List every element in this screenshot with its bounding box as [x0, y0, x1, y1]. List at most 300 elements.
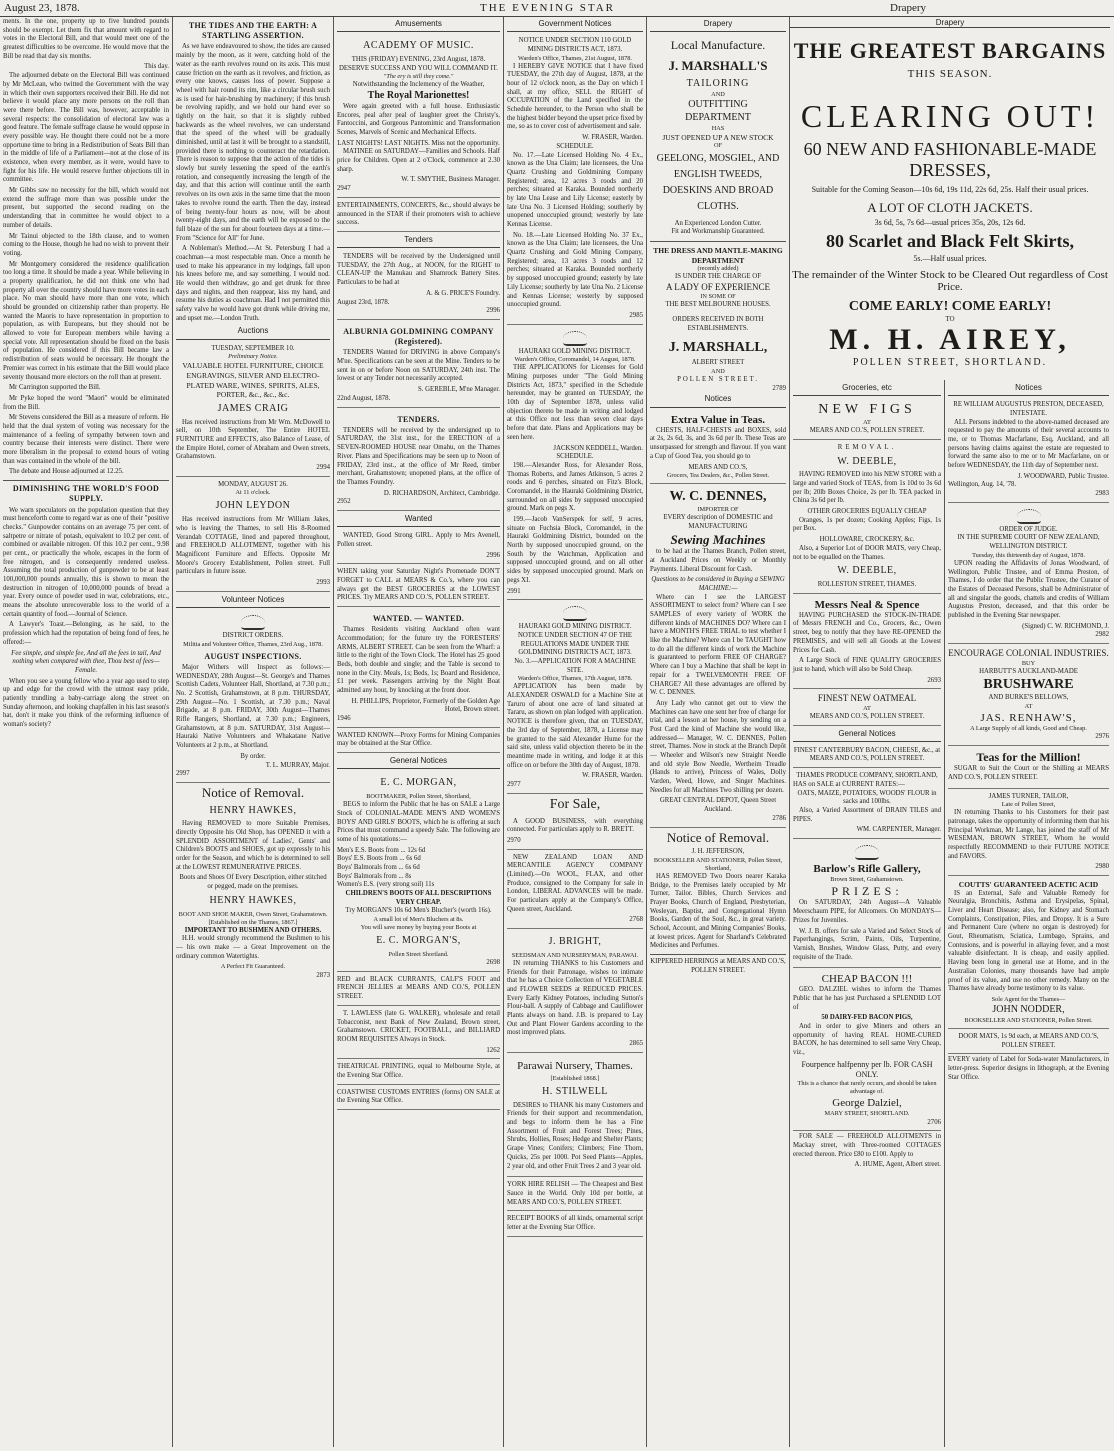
tender-signature: D. RICHARDSON, Architect, Cambridge. [383, 489, 500, 497]
verse: Fee simple, and simple fee, And all the fees in tail, And nothing when compared with thee, Thou best of fees—Female. [11, 649, 161, 674]
ad-body: IS an External, Safe and Valuable Remedy for Neuralgia, Bronchitis, Asthma and Erysipelas, Spinal, Liver and Heart Disease; also, for Kidney and Stomach Complaints, Constipation, Piles, and Dropsy. It is a Sure and Permanent Cure (where no organ is destroyed) for Gout, Rheumatism, Sciatica, Lumbago, Sprains, and Contusions, and is powerful in allaying fever, and a most valuable disinfectant. It is cheap, and easily applied. Having been long in general use at Home, and in the Australian Colonies, many thousands have had ample proof of its value, and use no other remedy. Many on the Thames have already borne testimony to its value. [948, 889, 1109, 993]
auction-subtitle: Preliminary Notice. [228, 353, 278, 361]
advertiser-address: Brown Street, Grahamstown. [830, 876, 904, 884]
marshall-local: Local Manufacture. [670, 38, 766, 53]
wanted-body: WANTED, Good Strong GIRL. Apply to Mrs Avenell, Pollen street. [337, 532, 500, 548]
section-heading-groceries: Groceries, etc [793, 382, 941, 396]
banner-detail: Suitable for the Coming Season—10s 6d, 19s 11d, 22s 6d, 25s. Half their usual prices. [811, 185, 1089, 194]
section-heading-general: General Notices [793, 728, 941, 742]
marshall-line: (recently added) [697, 265, 739, 273]
entertainment-notice: ENTERTAINMENTS, CONCERTS, &c., should always be announced in the STAR if their promoters wish to achieve success. [337, 200, 500, 232]
ad-headline: NEW FIGS [818, 402, 916, 418]
notice-body: THE APPLICATIONS for Licenses for Gold Mining purposes under "The Gold Mining Districts Act, 1873," specified in the Schedule hereunder, may be granted on TUESDAY, the 10th day of September 1878, unless valid objection thereto be made in writing and lodged at this Office not less than seven clear days before that date. Plans and Applications may be seen here. [507, 364, 643, 441]
labels-ad: EVERY variety of Label for Soda-water Manufacturers, in letter-press. Superior designs in lithograph, at the Evening Star Office. [948, 1056, 1109, 1081]
notice-signature: W. FRASER, Warden. [582, 134, 643, 142]
ad-headline: BRUSHWARE [983, 677, 1074, 693]
notice-subtitle: IN THE SUPREME COURT OF NEW ZEALAND, WELLINGTON DISTRICT. [957, 534, 1100, 551]
teas-ad [650, 411, 786, 485]
marshall-line: GEELONG, MOSGIEL, AND [656, 153, 780, 165]
marshall-line: AND [711, 91, 725, 99]
article-paragraph: Mr Montgomery considered the residence qualification too long a time. It should be made a year. While believing in a property qualification, he did not think one who had property all over the country should have more votes in each place. No man should have more than one vote, which should be grounded on citizenship rather than property. He wanted the Maoris to have representation in proportion to population, as with Europeans, but they should not be allowed to vote for European members while having a special vote. All representation should be fixed on the basis of population. He considered if this Bill became law a redistribution of seats would be necessary. He thought the Premier was correct in his estimate that the Bill would place seventy thousand more electors on the roll than at present. [3, 260, 169, 381]
freehold-ad [793, 1133, 941, 1170]
crest-icon [855, 845, 879, 860]
article-paragraph: A Nobleman's Method.—At St. Petersburg I had a coachman—a most respectable man. Once a month he used to make his appearance in my lodgings, fall upon his knees before me, and say something. I would nod. He would then withdraw, go and get drunk for three days and nights, and then reappear, kiss my hand, and resume his duties as coachman. Had I not permitted this safety valve he would have got drunk while driving me, and upset me.—London Truth. [176, 245, 330, 322]
notice-title: NOTICE UNDER SECTION 110 GOLD MINING DISTRICTS ACT, 1873. [518, 37, 632, 53]
ad-body: FOR SALE — FREEHOLD ALLOTMENTS in Mackay street, with Three-roomed COTTAGES erected thereon. Price £80 to £100. Apply to [793, 1133, 941, 1158]
advertiser-name: THAMES PRODUCE COMPANY, SHORTLAND, [796, 772, 938, 780]
advertiser-name: Messrs Neal & Spence [814, 598, 920, 611]
ad-body: H.H. would strongly recommend the Bushmen to his — his own make — a Great Improvement on the ordinary common Watertights. [176, 935, 330, 960]
marshall-line: DOESKINS AND BROAD [662, 184, 774, 196]
morgan-ad [337, 772, 500, 971]
ad-body: HARBUTT'S AUCKLAND-MADE [979, 667, 1078, 675]
schedule-entry: 198.—Alexander Ross, for Alexander Ross, Thomas Roberts, and James Atkinson, 5 acres 2 roods and 6 perches, situated on Fitz's Block, Coromandel, in the Hauraki Goldmining District, surrounded on all sides by supposed unoccupied ground. Mark on pegs X. [507, 461, 643, 513]
advertiser-address: Pollen Street Shortland. [388, 951, 449, 959]
column-notices [945, 382, 1112, 1447]
quote: "The ery is still they come." [383, 73, 454, 81]
advertiser-name: Barlow's Rifle Gallery, [813, 862, 921, 875]
sale-ad [507, 816, 643, 850]
ad-body: Also, a Superior Lot of DOOR MATS, very Cheap, not to be equalled on the Thames. [793, 544, 941, 561]
ad-number: 2698 [486, 959, 500, 967]
wanted-body: Thames Residents visiting Auckland often want Accommodation; for the future try the FORESTERS' ARMS, ALBERT STREET. Can be seen from the Wharf: a little to the right of the Town Clock. The Hotel has 25 good Beds, both double and single; and the Table is second to none in the City. Meals, 1s; Beds, 1s; Board and Residence, £1 per week. Passengers arriving by the Night Boat admitted any hour, by knocking at the front door. [337, 626, 500, 695]
auction-body: Has received instructions from Mr Wm. McDowell to sell, on 10th September, The Entire HOTEL FURNITURE and EFFECTS, also Balance of Lease, of the Empire Hotel, corner of Abraham and Owen streets, Grahamstown. [176, 418, 330, 461]
advertiser-name: JAS. RENHAW'S, [980, 711, 1077, 724]
article-paragraph: Mr Carrington supported the Bill. [9, 384, 101, 392]
section-heading-wanted: Wanted [337, 513, 500, 527]
ad-subhead: HOLLOWARE, CROCKERY, &c. [819, 536, 915, 544]
rifle-gallery-ad [793, 841, 941, 968]
marshall-line: ENGLISH TWEEDS, [673, 169, 763, 181]
banner-line: COME EARLY! COME EARLY! [848, 299, 1052, 314]
banner-line: 60 NEW AND FASHIONABLE-MADE DRESSES, [803, 139, 1097, 180]
ad-callout: Try MORGAN'S 10s 6d Men's Blucher's (worth 16s). [345, 907, 492, 915]
ad-body: MATINEE on SATURDAY—Families and Schools. Half price for Children. Open at 2 o'Clock, commence at 2.30 sharp. [337, 148, 500, 173]
ad-number: 2991 [507, 587, 521, 595]
advertiser-name: J. H. JEFFERSON, [691, 848, 745, 856]
ad-callout: LAST NIGHTS! LAST NIGHTS. Miss not the opportunity. [337, 139, 500, 147]
advertiser-trade: Grocers, Tea Dealers, &c., Pollen Street. [666, 472, 770, 480]
article-paragraph: The adjourned debate on the Electoral Bill was continued by Mr McLean, who twitted the Government with the way in which their own supporters received their Bill. He did not believe it would place any more persons on the roll than were there before. The Bill was, however, acceptable in several respects: the consolidation of electoral law was a good feature. The female suffrage clause he would oppose in every possible way. He thought there could not be a more opportune time to bring in a Redistribution of Seats Bill than in the middle of life of a Parliament—not at the close of its existence, when every member, as it were, would have to fight for his life. He would reserve further objections till in committee. [3, 72, 169, 184]
ad-number: 1262 [486, 1046, 500, 1054]
ad-number: 2786 [772, 814, 786, 822]
section-heading-government: Government Notices [507, 18, 643, 32]
turner-ad [948, 791, 1109, 877]
article-paragraph: Mr Stevens considered the Bill as a measure of reform. He held that the dual system of voting was necessary for the maintenance of a feeling of sympathy between town and country because their interests were distinct. There were more liberalism in the proposal to extend hours of voting than was contained in the whole of the bill. [3, 414, 169, 465]
column-tides-auctions [173, 18, 333, 1447]
deeble-ad [793, 442, 941, 594]
ad-subhead: Questions to be considered in Buying a SEWING MACHINE:— [651, 576, 785, 592]
notice-title: HAURAKI GOLD MINING DISTRICT. [518, 623, 632, 631]
ad-body: to be had at the Thames Branch, Pollen street, at Auckland Prices on Weekly or Monthly Payments. Liberal Discount for Cash. [650, 548, 786, 573]
article-paragraph: Mr Tainui objected to the 18th clause, and to women coming to the House, though he had no wish to prevent their voting. [3, 232, 169, 257]
wanted-ad: WHEN taking your Saturday Night's Promenade DON'T FORGET to CALL at MEARS & Co.'s, where you can always get the BEST GROCERIES at the LOWEST PRICES. Try MEARS AND CO.'S, POLLEN STREET. [337, 566, 500, 607]
jefferson-ad [650, 848, 786, 951]
ad-number: 2997 [176, 770, 190, 778]
ad-body: HAS on SALE at CURRENT RATES:— [793, 780, 905, 788]
ad-body: DESIRES to THANK his many Customers and Friends for their support and recommendation, and begs to inform them he has a Fine Assortment of Fruit and Forest Trees; Pines, Shrubs, Hollies, Roses; Hedge and Shelter Plants; Grape Vines; Conifers; Climbers; Fine Thorn, Quicks, 25s per 1000. Pot Seed Plants—Apples, 2 year old, and other Fruit Trees 2 and 3 year old. [507, 1101, 643, 1170]
ad-headline: Extra Value in Teas. [670, 413, 766, 426]
banner-detail: 3s 6d, 5s, 7s 6d—usual prices 35s, 20s, 12s 6d. [874, 218, 1026, 227]
volunteer-notice [176, 611, 330, 783]
banner-line: A LOT OF CLOTH JACKETS. [867, 200, 1033, 215]
marshall-line: IS UNDER THE CHARGE OF [675, 273, 761, 281]
ad-body: HAS REMOVED Two Doors nearer Karaka Bridge, to the Premises lately occupied by Mr Turner, Tailor. Bibles, Church Services and Prayer Books, Church of England, Presbyterian, Wesleyan, Baptist, and Congregational Hymn Books, Garden of the Soul, &c., in great variety. School, Account, and Mining Companies' Books, at lowest prices. Agent for Sharland's Celebrated Medicines and Perfumes. [650, 872, 786, 950]
section-heading-drapery: Drapery [650, 18, 786, 32]
banner-title: THE GREATEST BARGAINS [793, 38, 1107, 63]
notice-body: Major Withers will Inspect as follows:—WEDNESDAY, 28th August—St. George's and Thames Scottish Cadets, Volunteer Hall, Shortland, at 7.30 p.m.; No. 2 Scottish, Grahamstown, at 8 p.m. THURSDAY, 29th August—No. 1 Scottish, at 7.30 p.m.; Naval Brigade, at 8 p.m. FRIDAY, 30th August—Thames Rifle Rangers, Shortland, at 7.30 p.m.; Engineers, Grahamstown, at 8 p.m. SATURDAY, 31st August—Hauraki Native Volunteers and Whakatane Native Volunteers at 2 p.m., at Shortland. [176, 663, 330, 750]
notice-subtitle: NOTICE UNDER SECTION 47 OF THE REGULATIONS MADE UNDER THE GOLDMINING DISTRICTS ACT, 1873. [517, 631, 633, 657]
notice-signature: JACKSON KEDDELL, Warden. [553, 444, 643, 452]
column-groceries [790, 382, 944, 1447]
advertiser-address: GREAT CENTRAL DEPOT, Queen Street Auckland. [659, 797, 777, 814]
notice-office: Warden's Office, Thames, 21st August, 1878. [518, 54, 632, 62]
bacon-ad: FINEST CANTERBURY BACON, CHEESE, &c., at MEARS AND CO.'S, POLLEN STREET. [793, 745, 941, 768]
auctioneer-name: JAMES CRAIG [217, 402, 289, 414]
wanted-signature: H. PHILLIPS, Proprietor, Formerly of the Golden Age Hotel, Brown street. [351, 697, 500, 714]
article-paragraph: Mr Gibbs saw no necessity for the bill, which would not extend the suffrage more than was possible under the present, but supported the second reading on the understanding that in committee he would object to a number of details. [3, 187, 169, 229]
article-paragraph: The debate and House adjourned at 12.25. [9, 468, 124, 476]
marshall-line: CLOTHS. [697, 200, 739, 212]
ad-body: HAVING PURCHASED the STOCK-IN-TRADE of Messrs FRENCH and Co., Grocers, &c., Owen street, beg to notify that they have RE-OPENED the PREMISES, and will sell all Goods at the Lowest Prices for Cash. [793, 611, 941, 654]
article-paragraph: When you see a young fellow who a year ago used to step up and edge for the crowd with the utmost easy pride, patiently trundling a baby-carriage along the street on Sunday afternoon, and looking chapfallen in his last season's hat, don't it make you think of the reforming influence of woman's society? [3, 677, 169, 729]
tender-date: August 23rd, 1878. [337, 298, 390, 306]
ad-body: Were again greeted with a full house. Enthusiastic Encores, peal after peal of laughter greet the Christy's, Fantoccini, and Gorgeous Pantomimic and Transformation Scenes, Marvels of Scenic and Mechanical Effects. [337, 102, 500, 136]
banner-headline: CLEARING OUT! [800, 98, 1100, 134]
ad-body: EVERY description of DOMESTIC and MANUFACTURING [663, 514, 773, 530]
article-headline: DIMINISHING THE WORLD'S FOOD SUPPLY. [12, 484, 160, 504]
article-paragraph: ments. In the one, property up to five hundred pounds should be exempt. Let them fix that amount with regard to votes in the Electoral Bill, and that would meet one of the greatest difficulties to be overcome. He would move that the Bill be read that day six months. [3, 18, 169, 60]
marshall-line: ORDERS RECEIVED IN BOTH [672, 316, 764, 324]
ad-number: 2996 [486, 551, 500, 559]
ad-body: You will save money by buying your Boots at [360, 924, 477, 932]
wanted-ad [337, 609, 500, 728]
section-heading-general: General Notices [337, 755, 500, 769]
schedule-heading: SCHEDULE. [556, 453, 594, 461]
figs-ad [793, 399, 941, 440]
section-heading-tenders: Tenders [337, 234, 500, 248]
advertiser-name: MEARS AND CO.'S, POLLEN STREET. [809, 712, 925, 720]
acetic-acid-ad [948, 878, 1109, 1029]
marshall-line: THE DRESS AND MANTLE-MAKING DEPARTMENT [653, 245, 783, 265]
court-order [948, 505, 1109, 644]
ad-number: 2996 [486, 307, 500, 315]
tender-body: TENDERS will be received by the Undersigned until TUESDAY, the 27th Aug., at NOON, for the RIGHT to CLEAN-UP the Manukau and Shamrock Battery Sites. Particulars to be had at [337, 253, 500, 287]
relish-ad: YORK HIRE RELISH — The Cheapest and Best Sauce in the World. Only 10d per bottle, at MEARS AND CO.'S, POLLEN STREET. [507, 1179, 643, 1211]
ad-body: HAVING REMOVED into his NEW STORE with a large and varied Stock of TEAS, from 1s 10d to 3s 6d per lb; 20lb Boxes Choice, 2s per lb. TEA packed in China 3s 6d per lb. [793, 471, 941, 505]
tender-signature: S. GEREBLE, M'ne Manager. [417, 386, 500, 394]
price-line: Boys' Balmorals from ... 6s 6d [337, 864, 420, 872]
advertiser-name: MEARS AND CO.'S, POLLEN STREET. [809, 427, 925, 435]
marshall-name: J. MARSHALL, [668, 340, 768, 356]
ad-headline: PRIZES: [831, 884, 903, 899]
ad-body: Sole Agent for the Thames— [991, 995, 1066, 1003]
auction-time: At 11 o'clock. [235, 489, 271, 497]
tender-body: TENDERS Wanted for DRIVING in above Company's M'ne. Specifications can be seen at the Mine. Tenders to be sent in on or before Noon on SATURDAY, 24th inst. The lowest or any Tender not necessarily accepted. [337, 349, 500, 383]
wanted-title: WANTED. — WANTED. [372, 613, 465, 623]
ad-body: Also, a Varied Assortment of DRAIN TILES and PIPES. [793, 806, 941, 823]
advertiser-name: HENRY HAWKES, [209, 894, 297, 906]
for-sale-heading: For Sale, [549, 796, 601, 812]
marshall-line: OUTFITTING [688, 99, 748, 111]
column-amusements [334, 18, 503, 1447]
advertiser-name: HENRY HAWKES, [209, 804, 297, 816]
marshall-line: OF [713, 142, 723, 150]
notice-date: Wellington, Aug. 14, '78. [948, 481, 1017, 489]
venue-title: ACADEMY OF MUSIC. [363, 40, 474, 52]
lawless-ad [337, 1008, 500, 1059]
tender-date: 22nd August, 1878. [337, 394, 391, 402]
brushware-ad [948, 646, 1109, 746]
ad-body: Notwithstanding the Inclemency of the Weather, [352, 81, 485, 89]
ad-number: 2994 [316, 464, 330, 472]
ad-body: Any Lady who cannot get out to view the Machines can have one sent her free of charge for trial, and a lesson at her house, by sending on a Post Card the kind of Machine she would like, addressed— Manager, W. C. DENNES, Pollen street, Thames. Now in stock at the Branch Depôt— Wheeler and Wilson's new Straight Needle and old style Bow Needle, Wertheim Treadle (Hands to arrive), Princess of Wales, Dolly Varden, Weed, Howe, and Singer Machines. Needles for all Machines Two shilling per dozen. [650, 699, 786, 794]
ad-body: Oranges, 1s per dozen; Cooking Apples; Figs, 1s per Box. [793, 516, 941, 533]
ad-body: AT [863, 419, 871, 427]
advertiser-trade: BOOTMAKER, Pollen Street, Shortland, [366, 793, 471, 801]
notice-headline: AUGUST INSPECTIONS. [204, 651, 302, 661]
article-paragraph: A Lawyer's Toast.—Belonging, as he said, to the profession which had the reputation of being fond of fees, he offered:— [3, 621, 169, 646]
ad-subhead: OTHER GROCERIES EQUALLY CHEAP [807, 508, 927, 516]
estate-notice [948, 399, 1109, 503]
marshall-line: POLLEN STREET. [677, 376, 759, 384]
advertiser-name: George Dalziel, [832, 1097, 902, 1110]
tender-notice [337, 410, 500, 511]
airey-banner-ad [790, 32, 1110, 372]
ad-signature: WM. CARPENTER, Manager. [856, 826, 941, 834]
ad-body: SUGAR to Suit the Court or the Shilling at MEARS AND CO.'S, POLLEN STREET. [948, 765, 1109, 781]
ad-body: This is a chance that rarely occurs, and should be taken advantage of. [797, 1080, 937, 1096]
tender-notice [337, 322, 500, 408]
ad-body: BUY [1021, 659, 1036, 667]
notice-by: By order. [240, 752, 266, 760]
show-title: The Royal Marionettes! [367, 90, 470, 102]
marshall-line: DEPARTMENT [685, 111, 751, 123]
section-marker: This day. [144, 63, 169, 71]
banner-line: The remainder of the Winter Stock to be Cleared Out regardless of Cost Price. [792, 269, 1108, 293]
ad-headline: FINEST NEW OATMEAL [817, 693, 917, 704]
schedule-entry: No. 18.—Late Licensed Holding No. 37 Ex., known as the Una Claim; late licensees, the Una Quartz Crushing and Gold Mining Company, Registered; area, 13 acres 3 roods and 12 perches; situated at Karaka. Bounded northerly by supposed unoccupied ground; easterly by late Lily License; southerly by late Una No. 2 License and Kennas License; westerly by supposed unoccupied ground. [507, 231, 643, 309]
crest-icon [241, 615, 265, 630]
price-line: Women's E.S. (very strong soil) 11s [337, 881, 435, 889]
ad-number: 2865 [629, 1040, 643, 1048]
nursery-title: Parawai Nursery, Thames. [517, 1059, 633, 1072]
column-parliament [0, 18, 172, 1447]
section-heading-notices: Notices [948, 382, 1109, 396]
section-heading-auctions: Auctions [176, 325, 330, 339]
ad-callout: CHILDREN'S BOOTS OF ALL DESCRIPTIONS VERY CHEAP. [345, 890, 492, 906]
tender-signature: A. & G. PRICE'S Foundry. [426, 289, 500, 297]
motto: DESERVE SUCCESS AND YOU WILL COMMAND IT. [339, 64, 498, 72]
ad-number: 2985 [629, 311, 643, 319]
auctioneer-name: JOHN LEYDON [215, 500, 291, 512]
notice-title: HAURAKI GOLD MINING DISTRICT. [518, 347, 632, 355]
page-header [0, 0, 1114, 17]
dalziel-ad [793, 970, 941, 1131]
ad-body: A small lot of Men's Bluchers at 8s. [373, 916, 464, 924]
ad-number: 2980 [1095, 863, 1109, 871]
receipt-books-ad: RECEIPT BOOKS of all kinds, ornamental script letter at the Evening Star Office. [507, 1213, 643, 1236]
advertiser-name: H. STILWELL [542, 1085, 608, 1097]
advertiser-trade: Late of Pollen Street, [1001, 801, 1056, 809]
marshall-line: TAILORING [686, 78, 750, 90]
advertiser-trade: BOOKSELLER AND STATIONER, Pollen Street. [964, 1016, 1093, 1024]
nursery-ad [507, 1055, 643, 1177]
auction-notice [176, 479, 330, 592]
wanted-ad: WANTED KNOWN—Proxy Forms for Mining Companies may be obtained at the Star Office. [337, 730, 500, 753]
doormats-ad: DOOR MATS, 1s 9d each, at MEARS AND CO.'S, POLLEN STREET. [948, 1031, 1109, 1054]
government-notice [507, 602, 643, 793]
notice-signature: (Signed) C. W. RICHMOND, J. [1022, 622, 1109, 630]
ad-number: 2952 [337, 498, 351, 506]
section-heading-drapery: Drapery [790, 18, 1110, 28]
auction-body: Has received instructions from Mr William Jakes, who is leaving the Thames, to sell His 8-Roomed Verandah COTTAGE, lined and papered throughout, and FREEHOLD ALLOTMENT, together with his Magnificent Furniture and Effects. Opposite Mr Moore's Grocery Establishment, Pollen street. Full particulars in future issue. [176, 516, 330, 576]
notice-office: Warden's Office, Coromandel, 14 August, 1878. [514, 356, 636, 364]
drapery-running-head: Drapery [890, 2, 927, 14]
ad-body: AT [863, 704, 871, 712]
banner-subtitle: THIS SEASON. [907, 68, 993, 80]
ad-number: 2982 [1095, 631, 1109, 639]
schedule-entry: No. 17.—Late Licensed Holding No. 4 Ex., known as the Una Claim; late licensees, the Una Quartz Crushing and Goldmining Company Registered; area, 12 acres 3 roods and 20 perches; situated at Karaka. Bounded northerly by late Una Lease and Lily License; easterly by late Una No. 3 Licensed Holding; southerly by unopened unoccupied ground; westerly by late Kennas License. [507, 151, 643, 229]
banner-line: 80 Scarlet and Black Felt Skirts, [826, 231, 1074, 251]
schedule-heading: SCHEDULE. [556, 142, 594, 150]
banner-line: TO [945, 315, 955, 323]
advertiser-trade: BOOKSELLER AND STATIONER, Pollen Street, Shortland, [653, 856, 783, 872]
advertiser-name: JOHN NODDER, [992, 1003, 1065, 1015]
advertiser-address: ROLLESTON STREET, THAMES. [817, 581, 917, 589]
marshall-name: J. MARSHALL'S [668, 57, 768, 73]
article-paragraph: We warn speculators on the population question that they must henceforth come to regard war as one of their "positive checks." Gunpowder contains on an average 75 per cent. of saltpetre or nitrate of potash, equivalent to 10.2 per cent. of combined or available nitrogen. Of this 10.2 per cent., 9.98 per cent., or practically the whole, escapes in the form of free nitrogen, and is consequently rendered useless. Assuming the total production of gunpowder to be at least 100,000,000 pounds annually, this is shown to mean the destruction in nitrogen of 10,000,000 pounds of bread a year. Every ounce of powder used in war, celebrations, etc., means the absolute unrecoverable loss to the world of a certain quantity of food.—Journal of Science. [3, 506, 169, 618]
removal-heading: Notice of Removal. [201, 784, 305, 800]
notice-office: Militia and Volunteer Office, Thames, 23rd Aug., 1878. [183, 640, 323, 648]
notice-title: RE WILLIAM AUGUSTUS PRESTON, DECEASED, INTESTATE. [953, 401, 1104, 417]
marshall-line: JUST OPENED UP A NEW STOCK [662, 132, 774, 142]
ad-number: 2768 [629, 916, 643, 924]
section-heading-notices: Notices [650, 393, 786, 407]
marshall-line: ESTABLISHMENTS. [687, 324, 749, 332]
banner-detail: 5s.—Half usual prices. [913, 254, 987, 263]
advertiser-name: J. BRIGHT, [548, 936, 602, 948]
government-notice [507, 327, 643, 601]
advertiser-address: BOOT AND SHOE MAKER, Owen Street, Grahamstown. [178, 910, 328, 918]
notice-body: ALL Persons indebted to the above-named deceased are requested to pay the amounts of their several accounts to me, or to Thomas Macfarlane, Esq, Auckland, and all persons having claims against the estate are requested to forward the same also to me or to Mr Macfarlane, on or before WEDNESDAY, the 11th day of September next. [948, 418, 1109, 470]
notice-signature: J. WOODWARD, Public Trustee. [1017, 472, 1109, 480]
ad-callout: Fourpence halfpenny per lb. FOR CASH ONLY. [801, 1059, 933, 1080]
ad-body: T. LAWLESS (late G. WALKER), wholesale and retail Tobacconist, next Bank of New Zealand, Brown street, Grahamstown. CRICKET, FOOTBALL, and BILLIARD ROOM REQUISITES Always in Stock. [337, 1009, 500, 1043]
ad-body: GEO. DALZIEL wishes to inform the Thames Public that he has just Purchased a SPLENDID LOT of [793, 986, 941, 1011]
notice-title: DISTRICT ORDERS. [222, 632, 284, 639]
banner-advertiser: M. H. AIREY, [829, 323, 1071, 356]
established: [Established 1868.] [550, 1074, 600, 1082]
ad-signature: W. T. SMYTHE, Business Manager. [401, 176, 500, 184]
article-paragraph: Mr Pyke hoped the word "Maori" would be eliminated from the Bill. [3, 394, 169, 411]
ad-body: A GOOD BUSINESS, with everything connected. For particulars apply to R. BRETT. [507, 817, 643, 834]
ad-number: 2789 [772, 384, 786, 392]
ad-tagline: A Perfect Fit Guaranteed. [220, 963, 286, 971]
teas-million-ad [948, 748, 1109, 789]
notice-signature: W. FRASER, Warden. [582, 772, 643, 780]
ad-headline: Teas for the Million! [976, 749, 1081, 764]
issue-date: August 23, 1878. [4, 2, 80, 14]
section-heading-volunteer: Volunteer Notices [176, 594, 330, 608]
notice-office: Warden's Office, Thames, 17th August, 1878. [517, 675, 633, 683]
auction-items: VALUABLE HOTEL FURNITURE, CHOICE ENGRAVINGS, SILVER AND ELECTRO-PLATED WARE, WINES, SPIRITS, ALES, PORTER, &c., &c., &c. [182, 361, 324, 400]
notice-body: APPLICATION has been made by ALEXANDER OSWALD for a Machine Site at Taruru of about one acre of land situated at Tararu, as shown on plan lodged with application. NOTICE is therefore given, that on TUESDAY, the 3rd day of September, 1878, a License may be granted to the said Alexander Hume for the said site, unless valid objection thereto be in the meantime made in writing, and lodge it at this office on or before the 30th day of August, 1878. [507, 683, 643, 769]
auction-notice [176, 343, 330, 477]
marshall-line: An Experienced London Cutter. [674, 219, 762, 227]
auction-date: MONDAY, AUGUST 26. [218, 480, 288, 488]
currants-ad: RED and BLACK CURRANTS, CALF'S FOOT and FRENCH JELLIES at MEARS AND CO.'S, POLLEN STREET. [337, 974, 500, 1006]
schedule-entry: 199.—Jacob VanSerspek for self, 9 acres, situate on Fuchsia Block, Coromandel, in the Hauraki Goldmining District, bounded on the North by supposed unoccupied ground, on the South by the Watchman, Application and supposed unoccupied ground, and on all other sides by supposed unoccupied ground. Mark on pegs XI. [507, 516, 643, 584]
ad-number: 2947 [337, 185, 351, 193]
ad-number: 2993 [316, 579, 330, 587]
ad-items: OATS, MAIZE, POTATOES, WOODS' FLOUR in sacks and 100lbs. [797, 789, 937, 806]
crest-icon [563, 331, 587, 346]
advertiser-address: MARY STREET, SHORTLAND. [824, 1110, 910, 1118]
section-heading-amusements: Amusements [337, 18, 500, 32]
tender-title: ALBURNIA GOLDMINING COMPANY (Registered). [343, 326, 494, 347]
advertiser-name: W. C. DENNES, [669, 489, 767, 505]
ad-body: AT [1024, 702, 1033, 710]
event-date: THIS (FRIDAY) EVENING, 23rd August, 1878. [351, 56, 486, 64]
dennes-ad [650, 486, 786, 827]
notice-headline: No. 3.—APPLICATION FOR A MACHINE SITE. [514, 657, 636, 674]
advertiser-name: E. C. MORGAN, [380, 777, 457, 789]
ad-number: 2983 [1095, 490, 1109, 498]
price-line: Men's E.S. Boots from ... 12s 6d [337, 846, 426, 854]
column-government [504, 18, 646, 1447]
notice-signature: T. L. MURRAY, Major. [265, 761, 330, 769]
neal-spence-ad [793, 596, 941, 690]
ad-number: 2693 [927, 676, 941, 684]
advertiser-name: MEARS AND CO.'S, [688, 463, 748, 471]
ad-body: IN returning THANKS to his Customers and Friends for their Patronage, wishes to intimate that he has a Choice Collection of VEGETABLE and FLOWER SEEDS at REDUCED PRICES. Every Early Kidney Potatoes, including Sutton's Flour-ball. A supply of Cabbage and Cauliflower Plants always on hand. J.B. is prepared to Lay Out and Plant Flower Gardens according to the most improved plans. [507, 959, 643, 1037]
marshall-line: Fit and Workmanship Guaranteed. [671, 228, 765, 236]
advertiser-name: W. DEEBLE, [837, 565, 897, 577]
ad-body: CHESTS, HALF-CHESTS and BOXES, sold at 2s, 2s 6d, 3s, and 3s 6d per lb. These Teas are unsurpassed for strength and flavour. If you want a Cup of Good Tea, you should go to [650, 426, 786, 460]
ad-number: 1946 [337, 715, 351, 723]
ad-number: 2976 [1095, 733, 1109, 741]
notice-body: I HEREBY GIVE NOTICE that I have fixed TUESDAY, the 27th day of August, 1878, at the hour of 12 o'clock noon, as the Day on which I shall, at my office, SELL the RIGHT of OCCUPATION of the Land specified in the Schedule hereunder, to the Person who shall be the highest bidder beyond the upset price fixed by me, so as to cover cost of advertisement and sale. [507, 62, 643, 131]
advertiser-name: W. DEEBLE, [837, 455, 897, 467]
crest-icon [1017, 509, 1041, 524]
ad-body: NEW ZEALAND LOAN AND MERCANTILE AGENCY COMPANY (Limited).—On WOOL, FLAX, and other Produce, consigned to the Company for sale in London, LIBERAL ADVANCES will be made. For particulars apply at the Company's Office, Queen street, Auckland. [507, 853, 643, 913]
theatre-ad [337, 35, 500, 198]
ad-headline: CHEAP BACON !!! [821, 973, 913, 986]
article-headline: THE TIDES AND THE EARTH: A STARTLING ASSERTION. [188, 21, 318, 41]
loan-agency-ad [507, 852, 643, 930]
customs-ad: COASTWISE CUSTOMS ENTRIES (forms) ON SALE at the Evening Star Office. [337, 1087, 500, 1110]
marshall-line: IN SOME OF [700, 293, 736, 301]
column-marshall [647, 18, 789, 1447]
ad-body: BEGS to inform the Public that he has on SALE a Large Stock of COLONIAL-MADE MEN'S AND WOMEN'S BOYS' AND GIRLS' BOOTS, which he is offering at such Prices that must command a speedy Sale. The following are some of his quotations:— [337, 801, 500, 843]
ad-body: AND BURKE'S BELLOWS, [988, 694, 1069, 702]
ad-headline: REMOVAL. [837, 443, 897, 451]
masthead: THE EVENING STAR [480, 2, 615, 14]
produce-ad [793, 770, 941, 839]
ad-signature: A. HUME, Agent, Albert street. [854, 1161, 941, 1169]
wanted-ad [337, 530, 500, 564]
oatmeal-ad [793, 691, 941, 725]
marshall-line: ALBERT STREET [691, 359, 745, 367]
marshall-line: HAS [711, 124, 725, 132]
ad-body: On SATURDAY, 24th August—A Valuable Meerschaum PIPE, for Allcomers. On MONDAYS—Prizes for Juveniles. [793, 899, 941, 924]
ad-number: 2873 [316, 971, 330, 979]
tender-notice [337, 251, 500, 320]
advertiser-trade: SEEDSMAN AND NURSERYMAN, PARAWAI. [511, 951, 639, 959]
ad-body: A Large Stock of FINE QUALITY GROCERIES just to hand, which will also be Sold Cheap. [793, 657, 941, 673]
notice-date: Tuesday, this thirteenth day of August, 1878. [972, 551, 1085, 559]
